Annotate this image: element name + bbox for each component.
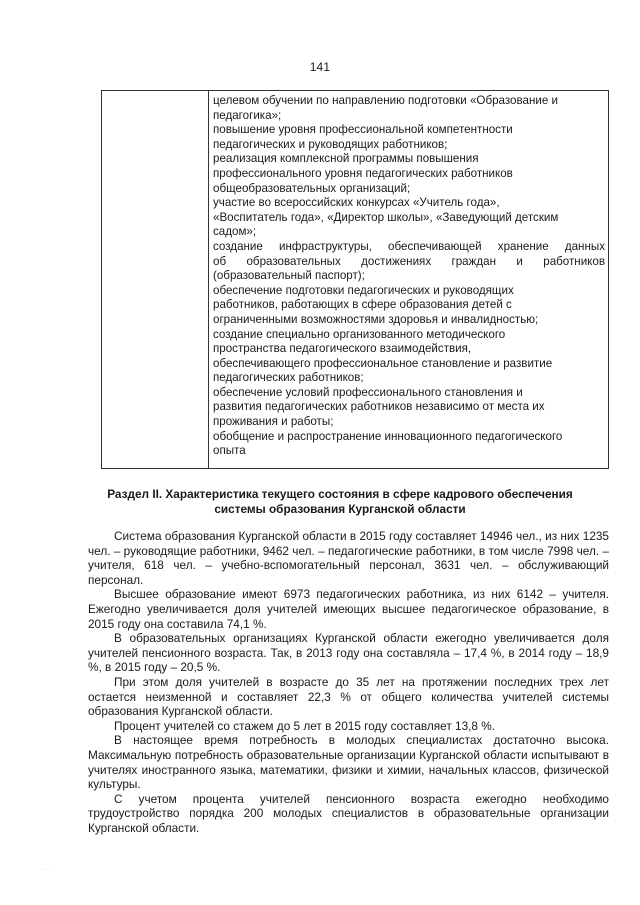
scan-mark: · · · — [40, 866, 51, 873]
paragraph: Высшее образование имеют 6973 педагогических работника, из них 6142 – учителя. Ежегодно увеличивается доля учителей имеющих высшее педагогическое образование, в 2015 году она составила 74,1 %. — [88, 587, 609, 631]
table-left-cell — [102, 91, 209, 468]
table-line: обеспечение условий профессионального становления и — [213, 385, 523, 399]
table-line: педагогических и руководящих работников; — [213, 137, 448, 151]
table-line: садом»; — [213, 225, 257, 239]
body-text — [88, 529, 609, 835]
measures-table — [101, 90, 609, 469]
page-number: 141 — [309, 60, 331, 74]
table-line: об образовательных достижениях граждан и работников — [213, 254, 605, 268]
table-line: пространства педагогического взаимодействия, — [213, 342, 472, 356]
table-line: «Воспитатель года», «Директор школы», «Заведующий детским — [213, 210, 559, 224]
table-line: работников, работающих в сфере образования детей с — [213, 298, 512, 312]
table-line: целевом обучении по направлению подготовки «Образование и — [213, 94, 558, 107]
table-line: проживания и работы; — [213, 415, 334, 429]
table-line: обеспечивающего профессиональное становление и развитие — [213, 356, 553, 370]
table-line: реализация комплексной программы повышения — [213, 152, 479, 166]
table-line: педагогических работников; — [213, 371, 364, 385]
table-line: создание инфраструктуры, обеспечивающей хранение данных — [213, 239, 605, 253]
paragraph: Система образования Курганской области в 2015 году составляет 14946 чел., из них 1235 чел. – руководящие работники, 9462 чел. – педагогические работники, в том числе 7998 чел. – учителя, 618 чел. – учебно-вспомогательный персонал, 3631 чел. – обслуживающий персонал. — [88, 529, 609, 587]
section-heading-line: Раздел II. Характеристика текущего состояния в сфере кадрового обеспечения — [107, 487, 573, 501]
table-line: обобщение и распространение инновационного педагогического — [213, 429, 563, 443]
paragraph: В образовательных организациях Курганской области ежегодно увеличивается доля учителей пенсионного возраста. Так, в 2013 году она составляла – 17,4 %, в 2014 году – 18,9 %, в 2015 году – 20,5 %. — [88, 631, 609, 675]
table-line: общеобразовательных организаций; — [213, 181, 411, 195]
table-right-cell — [213, 94, 605, 459]
section-heading — [70, 487, 610, 516]
table-line: профессионального уровня педагогических работников — [213, 166, 513, 180]
table-line: развития педагогических работников независимо от места их — [213, 400, 545, 414]
paragraph: С учетом процента учителей пенсионного возраста ежегодно необходимо трудоустройство порядка 200 молодых специалистов в образовательные организации Курганской области. — [88, 791, 609, 835]
table-line: ограниченными возможностями здоровья и инвалидностью; — [213, 312, 539, 326]
table-line: создание специально организованного методического — [213, 327, 506, 341]
section-heading-line: системы образования Курганской области — [214, 501, 466, 516]
table-line: педагогика»; — [213, 108, 282, 122]
table-line: повышение уровня профессиональной компетентности — [213, 123, 513, 137]
paragraph: При этом доля учителей в возрасте до 35 лет на протяжении последних трех лет остается неизменной и составляет 22,3 % от общего количества учителей системы образования Курганской области. — [88, 674, 609, 719]
table-line: обеспечение подготовки педагогических и руководящих — [213, 283, 514, 297]
table-line: (образовательный паспорт); — [213, 269, 365, 283]
table-line: опыта — [213, 444, 246, 458]
table-line: участие во всероссийских конкурсах «Учитель года», — [213, 196, 500, 210]
paragraph: В настоящее время потребность в молодых специалистах достаточно высока. Максимальную потребность образовательные организации Курганской области испытывают в учителях иностранного языка, математики, физики и химии, начальных классов, физической культуры. — [88, 733, 609, 792]
paragraph: Процент учителей со стажем до 5 лет в 2015 году составляет 13,8 %. — [114, 718, 496, 733]
